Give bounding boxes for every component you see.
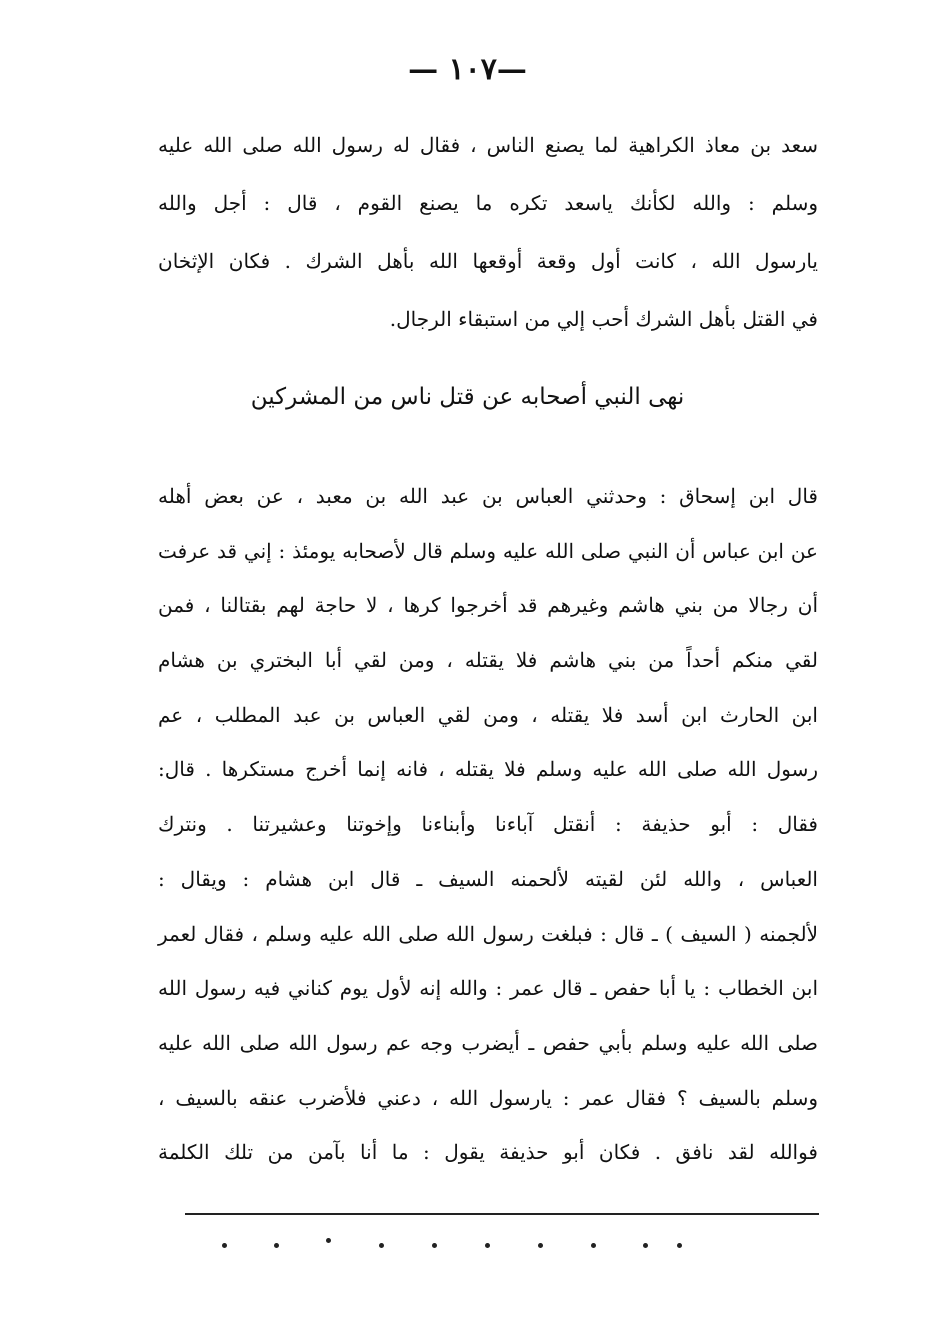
text-line: عن ابن عباس أن النبي صلى الله عليه وسلم قال لأصحابه يومئذ : إني قد عرفت — [158, 538, 818, 563]
footer-dot — [222, 1243, 227, 1248]
text-line: فقال : أبو حذيفة : أنقتل آباءنا وأبناءنا وإخوتنا وعشيرتنا . ونترك — [158, 812, 818, 837]
text-line: في القتل بأهل الشرك أحب إلي من استبقاء الرجال. — [389, 307, 818, 331]
text-line: وسلم بالسيف ؟ فقال عمر : يارسول الله ، دعني فلأضرب عنقه بالسيف ، — [158, 1085, 818, 1110]
section-heading: نهى النبي أصحابه عن قتل ناس من المشركين — [250, 384, 685, 410]
footer-dots — [222, 1243, 682, 1257]
main-paragraph — [158, 469, 818, 1180]
footer-dot — [538, 1243, 543, 1248]
footer-dot — [677, 1243, 682, 1248]
footer-dot — [274, 1243, 279, 1248]
footer-dot — [591, 1243, 596, 1248]
footer-dot — [643, 1243, 648, 1248]
footer-dot — [379, 1243, 384, 1248]
text-line: صلى الله عليه وسلم بأبي حفص ـ أيضرب وجه عم رسول الله صلى الله عليه — [158, 1030, 818, 1055]
text-line: يارسول الله ، كانت أول وقعة أوقعها الله بأهل الشرك . فكان الإثخان — [158, 249, 818, 273]
text-line: لألجمنه ( السيف ) ـ قال : فبلغت رسول الله صلى الله عليه وسلم ، فقال لعمر — [158, 921, 818, 946]
footer-rule — [185, 1213, 819, 1215]
text-line: سعد بن معاذ الكراهية لما يصنع الناس ، فقال له رسول الله صلى الله عليه — [158, 133, 818, 157]
footer-dot — [326, 1238, 331, 1243]
text-line: فوالله لقد نافق . فكان أبو حذيفة يقول : ما أنا بآمن من تلك الكلمة — [158, 1140, 818, 1165]
text-line: ابن الحارث ابن أسد فلا يقتله ، ومن لقي العباس بن عبد المطلب ، عم — [158, 702, 818, 727]
text-line: أن رجالا من بني هاشم وغيرهم قد أخرجوا كرها ، لا حاجة لهم بقتالنا ، فمن — [158, 593, 818, 618]
text-line: لقي منكم أحداً من بني هاشم فلا يقتله ، ومن لقي أبا البختري بن هشام — [158, 648, 818, 673]
text-line: العباس ، والله لئن لقيته لألحمنه السيف ـ قال ابن هشام : ويقال : — [158, 866, 818, 891]
text-line: وسلم : والله لكأنك ياسعد تكره ما يصنع القوم ، قال : أجل والله — [158, 191, 818, 215]
top-paragraph — [158, 116, 818, 348]
footer-dot — [432, 1243, 437, 1248]
text-line: قال ابن إسحاق : وحدثني العباس بن عبد الله بن معبد ، عن بعض أهله — [158, 484, 818, 508]
page-number: —١٠٧ — — [408, 52, 527, 87]
text-line: ابن الخطاب : يا أبا حفص ـ قال عمر : والله إنه لأول يوم كناني فيه رسول الله — [158, 976, 818, 1001]
footer-dot — [485, 1243, 490, 1248]
text-line: رسول الله صلى الله عليه وسلم فلا يقتله ، فانه إنما أخرج مستكرها . قال: — [158, 757, 818, 782]
